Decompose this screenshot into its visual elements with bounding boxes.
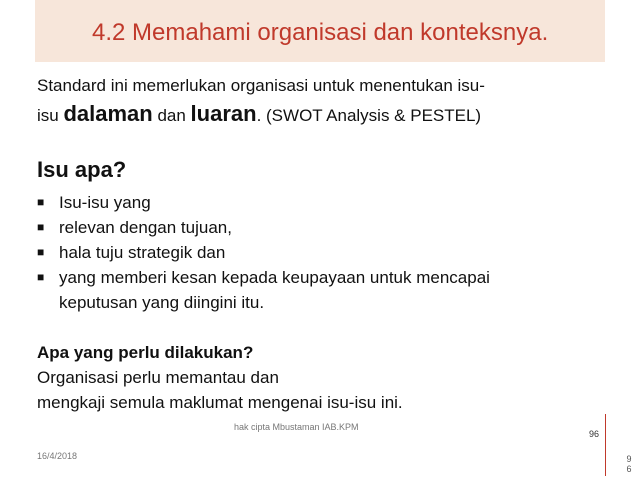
bullet-square-icon: ■: [37, 245, 45, 259]
bullet-text: Isu-isu yang: [59, 193, 151, 212]
term-dalaman: dalaman: [63, 101, 153, 126]
question-heading: Apa yang perlu dilakukan?: [37, 343, 254, 362]
slide-date: 16/4/2018: [37, 451, 78, 461]
answer-line-1: Organisasi perlu memantau dan: [37, 368, 279, 387]
intro-post: . (SWOT Analysis & PESTEL): [256, 106, 482, 125]
page-divider-line: [605, 414, 606, 476]
bullet-square-icon: ■: [37, 270, 45, 284]
bullet-square-icon: ■: [37, 220, 45, 234]
page-digit: 9: [626, 454, 632, 464]
intro-line-1: Standard ini memerlukan organisasi untuk menentukan isu-: [37, 76, 485, 95]
answer-line-2: mengkaji semula maklumat mengenai isu-isu ini.: [37, 393, 403, 412]
bullet-text: hala tuju strategik dan: [59, 243, 226, 262]
page-number: 96: [589, 429, 600, 439]
intro-dan: dan: [152, 106, 191, 125]
bullet-square-icon: ■: [37, 195, 45, 209]
page-number-vertical: [625, 454, 633, 474]
bullet-item: [37, 243, 225, 263]
term-luaran: luaran: [190, 101, 257, 126]
intro-pre: isu: [37, 106, 64, 125]
slide-title: 4.2 Memahami organisasi dan konteksnya.: [92, 19, 549, 46]
copyright-footer: hak cipta Mbustaman IAB.KPM: [234, 422, 359, 432]
bullet-text: yang memberi kesan kepada keupayaan untuk mencapai: [59, 268, 490, 287]
bullet-item: [37, 218, 232, 238]
intro-line-2: [37, 101, 481, 127]
bullet-continuation: keputusan yang diingini itu.: [59, 293, 265, 312]
section-heading: Isu apa?: [37, 157, 127, 182]
bullet-item: [37, 193, 151, 213]
bullet-item: [37, 268, 490, 288]
page-digit: 6: [626, 464, 632, 474]
bullet-text: relevan dengan tujuan,: [59, 218, 232, 237]
